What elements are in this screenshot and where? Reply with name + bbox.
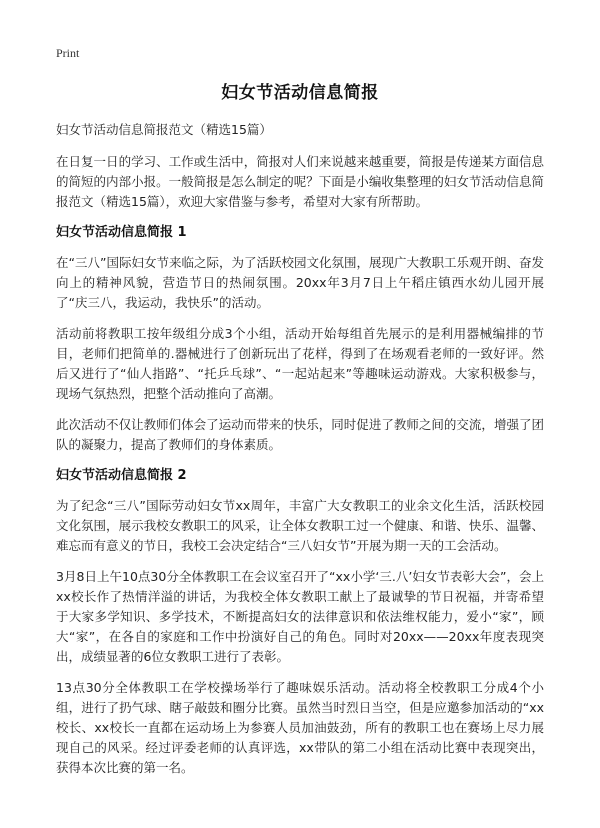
- section-heading: 妇女节活动信息简报 2: [56, 468, 187, 483]
- section-paragraph: 13点30分全体教职工在学校操场举行了趣味娱乐活动。活动将全校教职工分成4个小组，进行了扔气球、瞎子敲鼓和圈分比赛。虽然当时烈日当空，但是应邀参加活动的“xx校长、xx校长一直都在运动场上为参赛人员加油鼓劲，所有的教职工也在赛场上尽力展现自己的风采。经过评委老师的认真评选，xx带队的第二小组在活动比赛中表现突出，获得本次比赛的第一名。: [56, 680, 544, 775]
- section-paragraph: 在“三八”国际妇女节来临之际，为了活跃校园文化氛围，展现广大教职工乐观开朗、奋发向上的精神风貌，营造节日的热闹氛围。20xx年3月7日上午稻庄镇西水幼儿园开展了“庆三八，我运动，我快乐”的活动。: [56, 255, 544, 310]
- section-paragraph: 3月8日上午10点30分全体教职工在会议室召开了“xx小学‘三.八’妇女节表彰大会”，会上xx校长作了热情洋溢的讲话，为我校全体女教职工献上了最诚挚的节日祝福，并寄希望于大家多学知识、多学技术，不断提高妇女的法律意识和依法维权能力，爱小“家”，顾大“家”，在各自的家庭和工作中扮演好自己的角色。同时对20xx——20xx年度表现突出，成绩显著的6位女教职工进行了表彰。: [56, 569, 544, 664]
- article-subtitle: 妇女节活动信息简报范文（精选15篇）: [56, 122, 272, 137]
- page-title: 妇女节活动信息简报: [221, 83, 379, 103]
- article-body: [56, 120, 544, 789]
- intro-paragraph: 在日复一日的学习、工作或生活中，简报对人们来说越来越重要，简报是传递某方面信息的简短的内部小报。一般简报是怎么制定的呢？下面是小编收集整理的妇女节活动信息简报范文（精选15篇），欢迎大家借鉴与参考，希望对大家有所帮助。: [56, 154, 544, 209]
- section-paragraph: 活动前将教职工按年级组分成3个小组，活动开始每组首先展示的是利用器械编排的节目，老师们把简单的.器械进行了创新玩出了花样，得到了在场观看老师的一致好评。然后又进行了“仙人指路”、“托乒乓球”、“一起站起来”等趣味运动游戏。大家积极参与，现场气氛热烈，把整个活动推向了高潮。: [56, 326, 544, 401]
- section-paragraph: 为了纪念“三八”国际劳动妇女节xx周年，丰富广大女教职工的业余文化生活，活跃校园文化氛围，展示我校女教职工的风采，让全体女教职工过一个健康、和谐、快乐、温馨、难忘而有意义的节日，我校工会决定结合“三八妇女节”开展为期一天的工会活动。: [56, 498, 544, 553]
- section-paragraph: 此次活动不仅让教师们体会了运动而带来的快乐，同时促进了教师之间的交流，增强了团队的凝聚力，提高了教师们的身体素质。: [56, 417, 544, 452]
- section-heading: 妇女节活动信息简报 1: [56, 225, 187, 240]
- print-link[interactable]: Print: [56, 46, 80, 60]
